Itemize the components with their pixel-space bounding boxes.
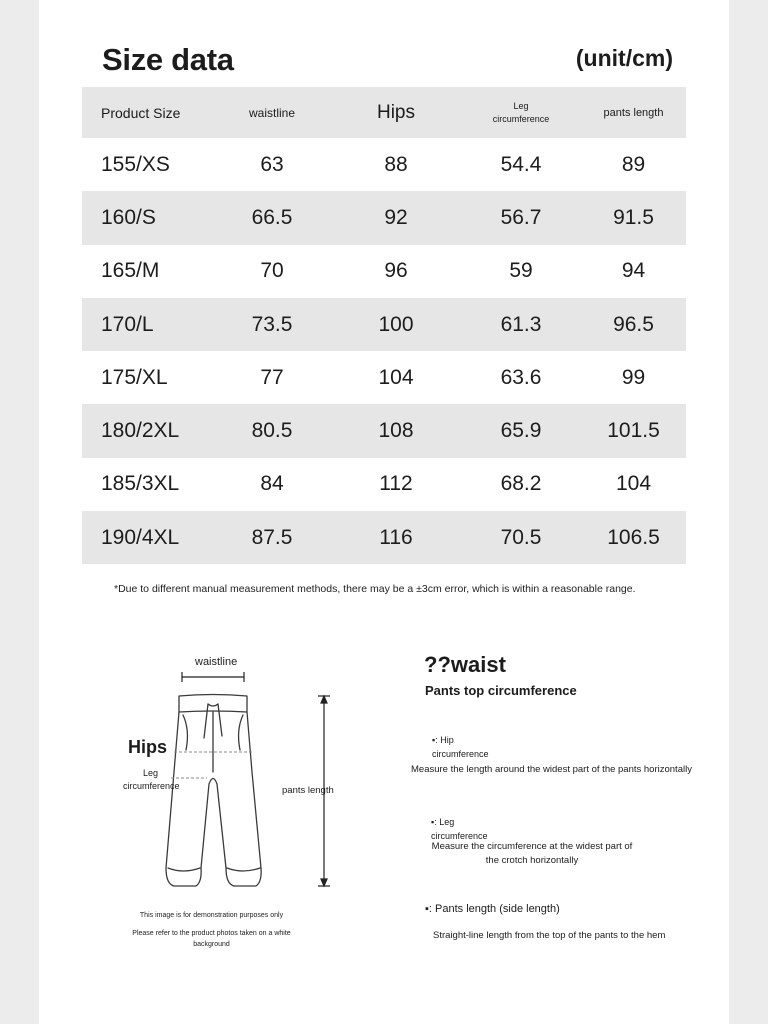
header-hips: Hips: [376, 101, 415, 123]
header-waistline: waistline: [248, 105, 296, 120]
leg-description: Measure the circumference at the widest part of the crotch horizontally: [431, 841, 633, 866]
cell-waistline: 63: [260, 152, 284, 176]
cell-pants-length: 106.5: [607, 525, 660, 549]
cell-pants-length: 89: [621, 152, 646, 176]
table-row: [82, 458, 686, 511]
cell-hips: 112: [379, 472, 413, 496]
figure-caption-1: This image is for demonstration purposes only: [139, 912, 284, 919]
header-product-size: Product Size: [101, 104, 181, 121]
pants-diagram: [152, 660, 352, 900]
cell-size: 190/4XL: [101, 525, 180, 549]
cell-size: 160/S: [101, 205, 156, 229]
page-title: Size data: [102, 42, 234, 77]
unit-label: (unit/cm): [575, 45, 673, 71]
figure-pants-length-label: pants length: [282, 785, 334, 796]
leg-circumference-title: [431, 815, 488, 843]
cell-size: 155/XS: [101, 152, 170, 176]
header-leg-line1: Leg: [513, 100, 529, 111]
cell-waistline: 80.5: [251, 419, 293, 443]
cell-size: 185/3XL: [101, 472, 180, 496]
cell-pants-length: 96.5: [613, 312, 654, 336]
figure-caption-2: Please refer to the product photos taken on a white background: [132, 930, 291, 948]
cell-pants-length: 101.5: [607, 419, 660, 443]
cell-size: 170/L: [101, 312, 154, 336]
figure-leg-label: [123, 767, 178, 793]
table-header-row: [82, 87, 686, 138]
cell-leg-circumference: 63.6: [500, 365, 542, 389]
cell-waistline: 70: [260, 259, 284, 283]
header-leg-line2: circumference: [492, 113, 550, 124]
header-leg-circumference: [461, 87, 581, 138]
cell-waistline: 73.5: [251, 312, 293, 336]
cell-leg-circumference: 65.9: [500, 419, 542, 443]
cell-leg-circumference: 70.5: [500, 525, 542, 549]
figure-leg-line1: Leg: [142, 768, 159, 778]
hip-title-line2: circumference: [432, 749, 489, 759]
cell-hips: 96: [384, 259, 408, 283]
cell-waistline: 66.5: [251, 205, 293, 229]
cell-waistline: 87.5: [251, 525, 293, 549]
cell-leg-circumference: 56.7: [500, 205, 542, 229]
cell-pants-length: 104: [615, 472, 652, 496]
cell-waistline: 77: [260, 365, 284, 389]
cell-pants-length: 94: [621, 259, 646, 283]
cell-size: 165/M: [101, 259, 160, 283]
pants-length-description: Straight-line length from the top of the pants to the hem: [433, 930, 666, 941]
cell-leg-circumference: 61.3: [500, 312, 542, 336]
cell-size: 180/2XL: [101, 419, 180, 443]
figure-hips-label: Hips: [128, 737, 168, 757]
cell-pants-length: 91.5: [613, 205, 654, 229]
hip-title-line1: ▪: Hip: [432, 735, 454, 745]
pants-length-title: ▪: Pants length (side length): [425, 903, 560, 915]
measurement-note: *Due to different manual measurement methods, there may be a ±3cm error, which is within a reasonable range.: [114, 583, 636, 595]
table-row: [82, 404, 686, 457]
table-row: [82, 298, 686, 351]
header-pants-length: pants length: [603, 106, 664, 119]
size-table: [82, 87, 686, 564]
cell-hips: 88: [384, 152, 408, 176]
table-row: [82, 245, 686, 298]
cell-waistline: 84: [260, 472, 284, 496]
figure-waistline-label: waistline: [195, 656, 238, 668]
cell-hips: 116: [379, 525, 413, 549]
hip-description: Measure the length around the widest part of the pants horizontally: [411, 764, 692, 775]
cell-hips: 100: [378, 312, 414, 336]
cell-hips: 104: [378, 365, 414, 389]
waist-title: ??waist: [424, 652, 506, 677]
table-row: [82, 138, 686, 191]
table-row: [82, 511, 686, 564]
leg-title-line2: circumference: [431, 831, 488, 841]
size-chart-sheet: [39, 0, 729, 1024]
cell-size: 175/XL: [101, 365, 168, 389]
figure-leg-line2: circumference: [123, 781, 180, 791]
hip-circumference-title: [432, 733, 489, 761]
table-row: [82, 351, 686, 404]
cell-pants-length: 99: [621, 365, 646, 389]
cell-leg-circumference: 68.2: [500, 472, 542, 496]
cell-leg-circumference: 59: [509, 259, 533, 283]
waist-description: Pants top circumference: [425, 683, 577, 698]
table-row: [82, 191, 686, 244]
cell-leg-circumference: 54.4: [500, 152, 542, 176]
cell-hips: 108: [378, 419, 414, 443]
cell-hips: 92: [384, 205, 408, 229]
leg-title-line1: ▪: Leg: [431, 817, 455, 827]
